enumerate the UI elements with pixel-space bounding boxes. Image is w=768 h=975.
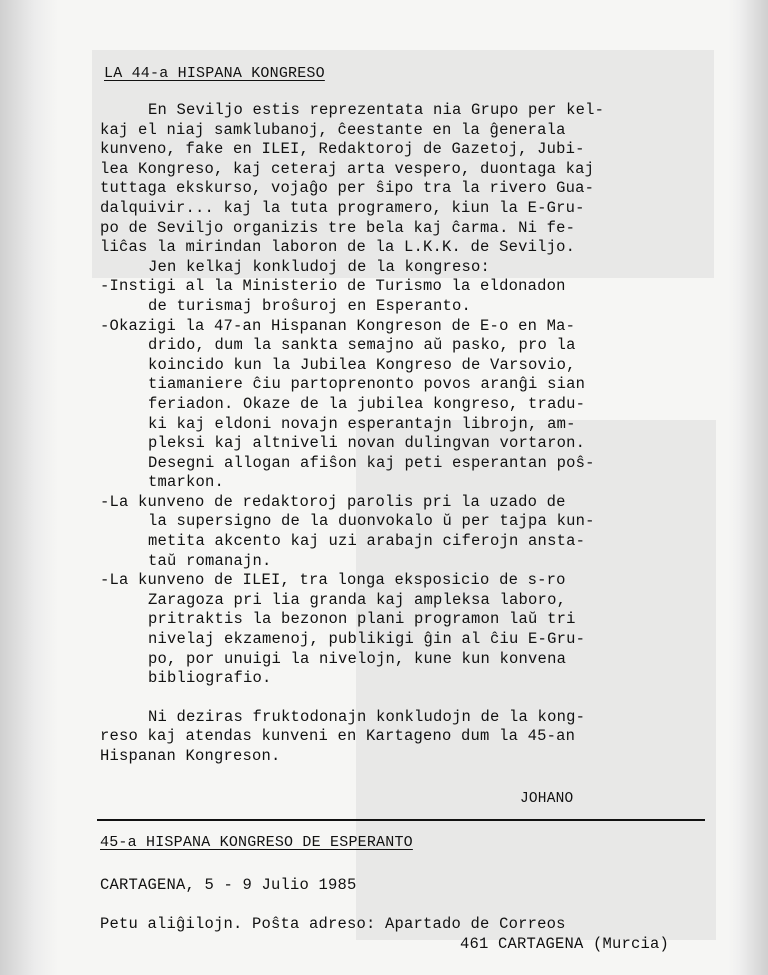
list-item-line: drido, dum la sankta semajno aŭ pasko, pro la bbox=[148, 336, 576, 355]
intro-paragraph bbox=[100, 101, 720, 258]
conclusions-list bbox=[100, 258, 720, 689]
list-item-line: koincido kun la Jubilea Kongreso de Varsovio, bbox=[148, 355, 576, 374]
text-line: lea Kongreso, kaj ceteraj arta vespero, duontaga kaj bbox=[100, 159, 595, 178]
page-edge-shadow-right bbox=[728, 0, 768, 975]
text-line: kaj el niaj samklubanoj, ĉeestante en la ĝenerala bbox=[100, 120, 566, 139]
address-line: 461 CARTAGENA (Murcia) bbox=[460, 934, 670, 953]
announcement-title: 45-a HISPANA KONGRESO DE ESPERANTO bbox=[100, 833, 413, 851]
article-author: JOHANO bbox=[520, 790, 574, 807]
text-line: En Seviljo estis reprezentata nia Grupo per kel- bbox=[148, 101, 605, 119]
text-line: Ni deziras fruktodonajn konkludojn de la kong- bbox=[148, 707, 586, 726]
list-item-line: tiamaniere ĉiu partoprenonto povos aranĝi sian bbox=[148, 375, 586, 394]
text-line: tuttaga ekskurso, vojaĝo per ŝipo tra la rivero Gua- bbox=[100, 179, 595, 198]
text-line: dalquivir... kaj la tuta programero, kiun la E-Gru- bbox=[100, 198, 585, 217]
list-item-line: la supersigno de la duonvokalo ŭ per tajpa kun- bbox=[148, 512, 595, 531]
announcement-event: CARTAGENA, 5 - 9 Julio 1985 bbox=[100, 875, 357, 894]
list-item-line: taŭ romanajn. bbox=[148, 551, 272, 570]
closing-paragraph bbox=[100, 708, 720, 767]
list-item-line: ki kaj eldoni novajn esperantajn librojn, am- bbox=[148, 414, 576, 433]
list-item-line: feriadon. Okaze de la jubilea kongreso, tradu- bbox=[148, 394, 586, 413]
list-item-line: metita akcento kaj uzi arabajn ciferojn ansta- bbox=[148, 532, 586, 551]
announcement-address bbox=[100, 915, 720, 954]
text-line: reso kaj atendas kunveni en Kartageno dum la 45-an bbox=[100, 727, 576, 746]
list-item-line: -Instigi al la Ministerio de Turismo la eldonadon bbox=[100, 277, 566, 296]
list-item-line: tmarkon. bbox=[148, 473, 225, 492]
article-content bbox=[100, 64, 720, 954]
address-line: Petu aliĝilojn. Poŝta adreso: Apartado de Correos bbox=[100, 915, 566, 934]
list-item-line: de turismaj broŝuroj en Esperanto. bbox=[148, 296, 472, 315]
list-item-line: -La kunveno de ILEI, tra longa eksposicio de s-ro bbox=[100, 571, 566, 590]
list-item-line: po, por unuigi la nivelojn, kune kun konvena bbox=[148, 649, 567, 668]
section-divider bbox=[97, 819, 705, 821]
text-line: liĉas la mirindan laboron de la L.K.K. de Seviljo. bbox=[100, 238, 576, 257]
list-item-line: pritraktis la bezonon plani programon laŭ tri bbox=[148, 610, 576, 629]
text-line: kunveno, fake en ILEI, Redaktoroj de Gazetoj, Jubi- bbox=[100, 140, 585, 159]
list-item-line: bibliografio. bbox=[148, 669, 272, 688]
page-edge-shadow-left bbox=[0, 0, 58, 975]
list-item-line: nivelaj ekzamenoj, publikigi ĝin al ĉiu E-Gru- bbox=[148, 630, 586, 649]
list-item-line: -La kunveno de redaktoroj parolis pri la uzado de bbox=[100, 492, 566, 511]
text-line: Hispanan Kongreson. bbox=[100, 747, 281, 765]
list-item-line: Zaragoza pri lia granda kaj ampleksa laboro, bbox=[148, 590, 567, 609]
list-item-line: pleksi kaj altniveli novan dulingvan vortaron. bbox=[148, 434, 586, 453]
list-item-line: Desegni allogan afiŝon kaj peti esperantan poŝ- bbox=[148, 453, 595, 472]
list-item-line: -Okazigi la 47-an Hispanan Kongreson de E-o en Ma- bbox=[100, 316, 576, 335]
conclusions-lead: Jen kelkaj konkludoj de la kongreso: bbox=[148, 257, 491, 276]
text-line: po de Seviljo organizis tre bela kaj ĉarma. Ni fe- bbox=[100, 218, 576, 237]
article-title: LA 44-a HISPANA KONGRESO bbox=[104, 65, 325, 82]
